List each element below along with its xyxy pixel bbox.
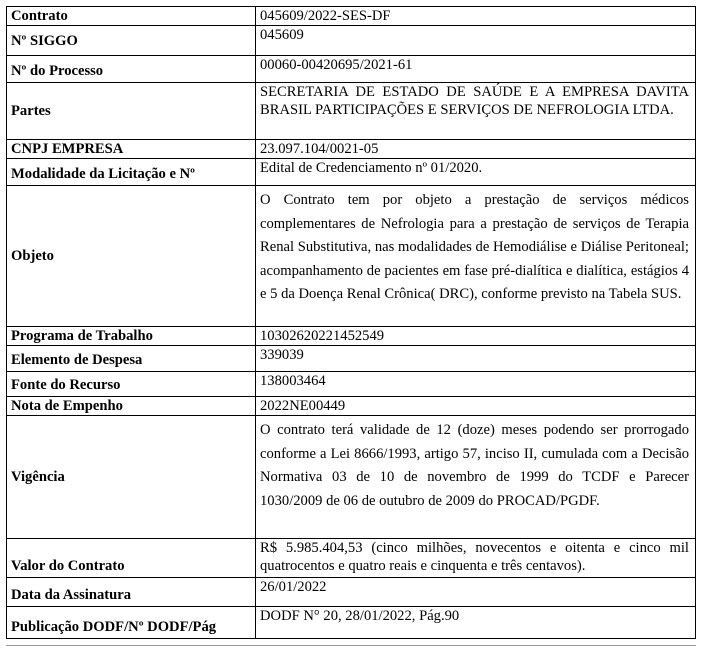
row-value-elemento: 339039	[256, 346, 696, 372]
row-label-partes: Partes	[7, 83, 256, 140]
page-divider	[6, 645, 696, 646]
table-row	[7, 539, 696, 578]
row-label-valor: Valor do Contrato	[7, 539, 256, 578]
table-row	[7, 140, 696, 159]
table-row	[7, 26, 696, 56]
table-row	[7, 7, 696, 26]
row-label-assinatura: Data da Assinatura	[7, 578, 256, 607]
row-label-publicacao: Publicação DODF/Nº DODF/Pág	[7, 607, 256, 639]
table-row	[7, 56, 696, 83]
row-value-publicacao: DODF N° 20, 28/01/2022, Pág.90	[256, 607, 696, 639]
row-label-objeto: Objeto	[7, 186, 256, 327]
row-value-cnpj: 23.097.104/0021-05	[256, 140, 696, 159]
row-label-vigencia: Vigência	[7, 416, 256, 539]
row-label-processo: Nº do Processo	[7, 56, 256, 83]
row-label-contrato: Contrato	[7, 7, 256, 26]
row-label-modalidade: Modalidade da Licitação e Nº	[7, 159, 256, 186]
row-value-contrato: 045609/2022-SES-DF	[256, 7, 696, 26]
table-row	[7, 607, 696, 639]
row-label-programa: Programa de Trabalho	[7, 327, 256, 346]
row-label-cnpj: CNPJ EMPRESA	[7, 140, 256, 159]
contract-summary	[6, 6, 696, 639]
contract-table	[6, 6, 696, 639]
row-value-empenho: 2022NE00449	[256, 397, 696, 416]
row-label-elemento: Elemento de Despesa	[7, 346, 256, 372]
row-value-assinatura: 26/01/2022	[256, 578, 696, 607]
row-value-processo: 00060-00420695/2021-61	[256, 56, 696, 83]
row-value-partes: SECRETARIA DE ESTADO DE SAÚDE E A EMPRESA DAVITA BRASIL PARTICIPAÇÕES E SERVIÇOS DE NEFROLOGIA LTDA.	[256, 83, 696, 140]
row-value-objeto: O Contrato tem por objeto a prestação de serviços médicos complementares de Nefrologia para a prestação de serviços de Terapia Renal Substitutiva, nas modalidades de Hemodiálise e Diálise Peritoneal; acompanhamento de pacientes em fase pré-dialítica e dialítica, estágios 4 e 5 da Doença Renal Crônica( DRC), conforme previsto na Tabela SUS.	[256, 186, 696, 327]
table-row	[7, 159, 696, 186]
row-value-modalidade: Edital de Credenciamento nº 01/2020.	[256, 159, 696, 186]
row-label-empenho: Nota de Empenho	[7, 397, 256, 416]
row-value-siggo: 045609	[256, 26, 696, 56]
row-value-programa: 10302620221452549	[256, 327, 696, 346]
table-row	[7, 397, 696, 416]
row-label-fonte: Fonte do Recurso	[7, 372, 256, 397]
table-row	[7, 372, 696, 397]
row-label-siggo: Nº SIGGO	[7, 26, 256, 56]
table-row	[7, 83, 696, 140]
row-value-valor: R$ 5.985.404,53 (cinco milhões, novecentos e oitenta e cinco mil quatrocentos e quatro reais e cinquenta e três centavos).	[256, 539, 696, 578]
table-row	[7, 186, 696, 327]
table-row	[7, 346, 696, 372]
table-row	[7, 416, 696, 539]
row-value-vigencia: O contrato terá validade de 12 (doze) meses podendo ser prorrogado conforme a Lei 8666/1993, artigo 57, inciso II, cumulada com a Decisão Normativa 03 de 10 de novembro de 1999 do TCDF e Parecer 1030/2009 de 06 de outubro de 2009 do PROCAD/PGDF.	[256, 416, 696, 539]
row-value-fonte: 138003464	[256, 372, 696, 397]
table-row	[7, 327, 696, 346]
table-row	[7, 578, 696, 607]
